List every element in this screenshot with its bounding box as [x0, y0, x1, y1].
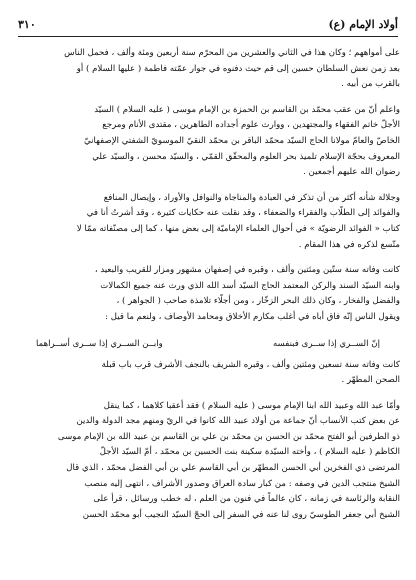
text-line: وجلالة شأنه أكثر من أن تذكر في العبادة والمناجاة والنوافل والأوراد ، وإيصال المنافع [103, 192, 400, 203]
paragraph-2 [16, 103, 400, 181]
text-line: الصحن المطهّر . [341, 375, 400, 386]
poem-verse [16, 336, 400, 352]
text-line: كتاب « الفوائد الرضويّة » في أحوال العلماء الإماميّة إلى بعض منها ، كما إلى مصنّفاته ممّا لا [76, 223, 400, 234]
text-line: الشيخ أبي جعفر الطوسيّ روى لنا عنه في السفر إلى الحجّ السيّد النجيب أبو محمّد الحسن [82, 509, 400, 520]
page-number: ٣١٠ [18, 17, 36, 31]
text-line: رضوان الله عليهم أجمعين . [303, 167, 400, 178]
text-line: وابنه السيّد السند والركن المعتمد الحاج السيّد أسد الله الذي ورث عنه جميع الكمالات [100, 280, 400, 291]
text-line: الأجلّ خاتم الفقهاء والمجتهدين ، ووارث علوم أجداده الطاهرين ، مقتدى الأنام ومرجع [102, 120, 400, 131]
text-line: الشيخ منتجب الدين في وصفه : من كبار سادة العراق وصدور الأشراف ، انتهى إليه منصب [84, 478, 400, 489]
text-line: المرتضى ذي الفخرين أبي الحسن المطهّر بن أبي القاسم علي بن أبي الفضل محمّد ، الذي قال [66, 463, 400, 474]
running-title: أولاد الإمام (ع) [328, 17, 398, 31]
text-line: على أمواههم ؛ وكان هذا في الثاني والعشرين من المحرّم سنة أربعين ومئة وألف ، فحمل الناس [64, 48, 400, 58]
text-line: عن بعض كتب الأنساب أنّ جماعة من أولاد عبيد الله كانوا في الريّ ومنهم مجد الدولة والدين [76, 416, 400, 427]
text-line: ويقول الناس إنّه فاق أباه في أغلب مكارم الأخلاق ومحامد الأوصاف ، ولنعم ما قيل : [105, 311, 400, 322]
text-line: متّسع لذكره في هذا المقام . [298, 239, 400, 250]
text-line: المعروف بحجّة الإسلام تلميذ بحر العلوم والمحقّق القمّي ، والسيّد محسن ، والسيّد علي [92, 151, 400, 162]
text-line: كانت وفاته سنة تسعين ومئتين وألف ، وقبره الشريف بالنجف الأشرف قرب باب قبلة [101, 359, 400, 370]
page-header [18, 14, 398, 37]
paragraph-5 [16, 358, 400, 389]
poem-hemistich-right: إنّ الســري إذا ســرى فبنفسه [272, 338, 380, 349]
paragraph-3 [16, 191, 400, 253]
text-line: ذو الطرفين أبو الفتح محمّد بن الحسن بن محمّد بن علي بن القاسم بن عبيد الله بن الإمام موسى [57, 431, 400, 442]
text-line: الكاظم ( عليه السلام ) ، وأخته السيّدة سكينة بنت الحسين بن محمّد ، أمّ السيّد الأجلّ [99, 447, 400, 458]
text-line: واعلم أنّ من عقب محمّد بن القاسم بن الحمزة بن الإمام موسى ( عليه السلام ) السيّد [94, 104, 400, 115]
text-line: بعد زمن نعش السلطان حسين إلى قم حيث دفنوه في جوار عمّته فاطمة ( عليها السلام ) أو [76, 63, 400, 74]
text-line: النقابة والرئاسة في زمانه ، كان عالماً في فنون من العلم ، له خطب ورسائل ، قرأ على [93, 494, 400, 505]
text-line: والفوائد إلى الطلّاب والفقراء والضعفاء ، وقد نقلت عنه حكايات كثيرة ، وقد أشرتُ أنا في [86, 208, 400, 219]
paragraph-1 [16, 46, 400, 93]
poem-hemistich-left: وابــن الســري إذا ســرى أســراهما [36, 338, 163, 349]
text-line: كانت وفاته سنة ستّين ومئتين وألف ، وقبره في إصفهان مشهور ومزار للقريب والبعيد ، [94, 265, 400, 276]
paragraph-6 [16, 399, 400, 524]
text-line: الخاصّ والعامّ مولانا الحاج السيّد محمّد الباقر بن محمّد النقيّ الموسويّ الشفتي الإصفهانيّ [83, 135, 400, 146]
text-line: وأمّا عبد الله وعبيد الله ابنا الإمام موسى ( عليه السلام ) فقد أعقبا كلاهما ، كما ينقل [103, 400, 400, 411]
text-line: بالقرب من أبيه . [341, 79, 400, 90]
text-line: والفضل والفخار ، وكان ذلك البحر الزخّار ، ومن أجلّاء تلامذة صاحب ( الجواهر ) ، [116, 296, 400, 307]
paragraph-4 [16, 263, 400, 325]
page-body [16, 46, 400, 574]
